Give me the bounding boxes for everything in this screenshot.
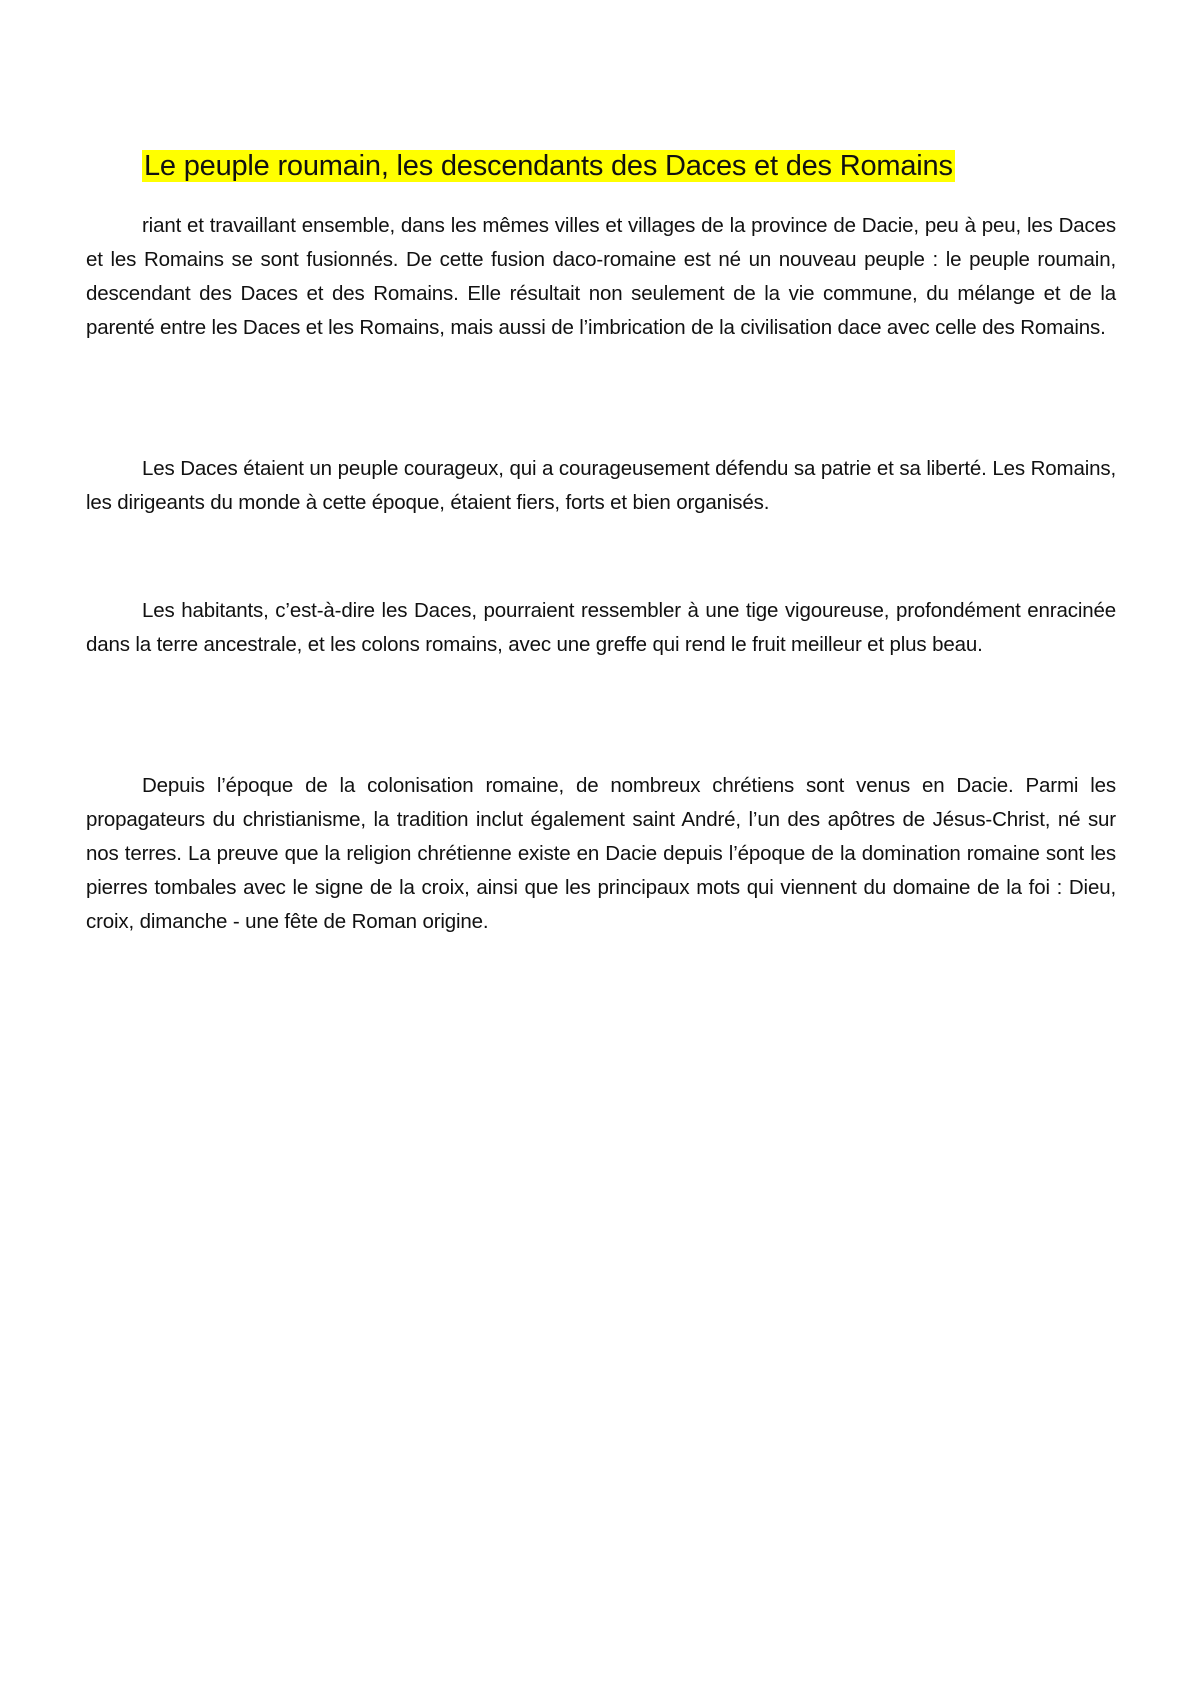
paragraph-2: Les Daces étaient un peuple courageux, qui a courageusement défendu sa patrie et sa liberté. Les Romains, les dirigeants du monde à cette époque, étaient fiers, forts et bien organisés. [86,457,1116,514]
title-container [142,146,1122,186]
paragraph-4: Depuis l’époque de la colonisation romaine, de nombreux chrétiens sont venus en Dacie. Parmi les propagateurs du christianisme, la tradition inclut également saint André, l’un des apôtres de Jésus-Christ, né sur nos terres. La preuve que la religion chrétienne existe en Dacie depuis l’époque de la domination romaine sont les pierres tombales avec le signe de la croix, ainsi que les principaux mots qui viennent du domaine de la foi : Dieu, croix, dimanche - une fête de Roman origine. [86,774,1116,933]
paragraph-3: Les habitants, c’est-à-dire les Daces, pourraient ressembler à une tige vigoureuse, profondément enracinée dans la terre ancestrale, et les colons romains, avec une greffe qui rend le fruit meilleur et plus beau. [86,599,1116,656]
document-title: Le peuple roumain, les descendants des Daces et des Romains [144,150,953,182]
paragraph-1: riant et travaillant ensemble, dans les mêmes villes et villages de la province de Dacie, peu à peu, les Daces et les Romains se sont fusionnés. De cette fusion daco-romaine est né un nouveau peuple : le peuple roumain, descendant des Daces et des Romains. Elle résultait non seulement de la vie commune, du mélange et de la parenté entre les Daces et les Romains, mais aussi de l’imbrication de la civilisation dace avec celle des Romains. [86,214,1116,339]
